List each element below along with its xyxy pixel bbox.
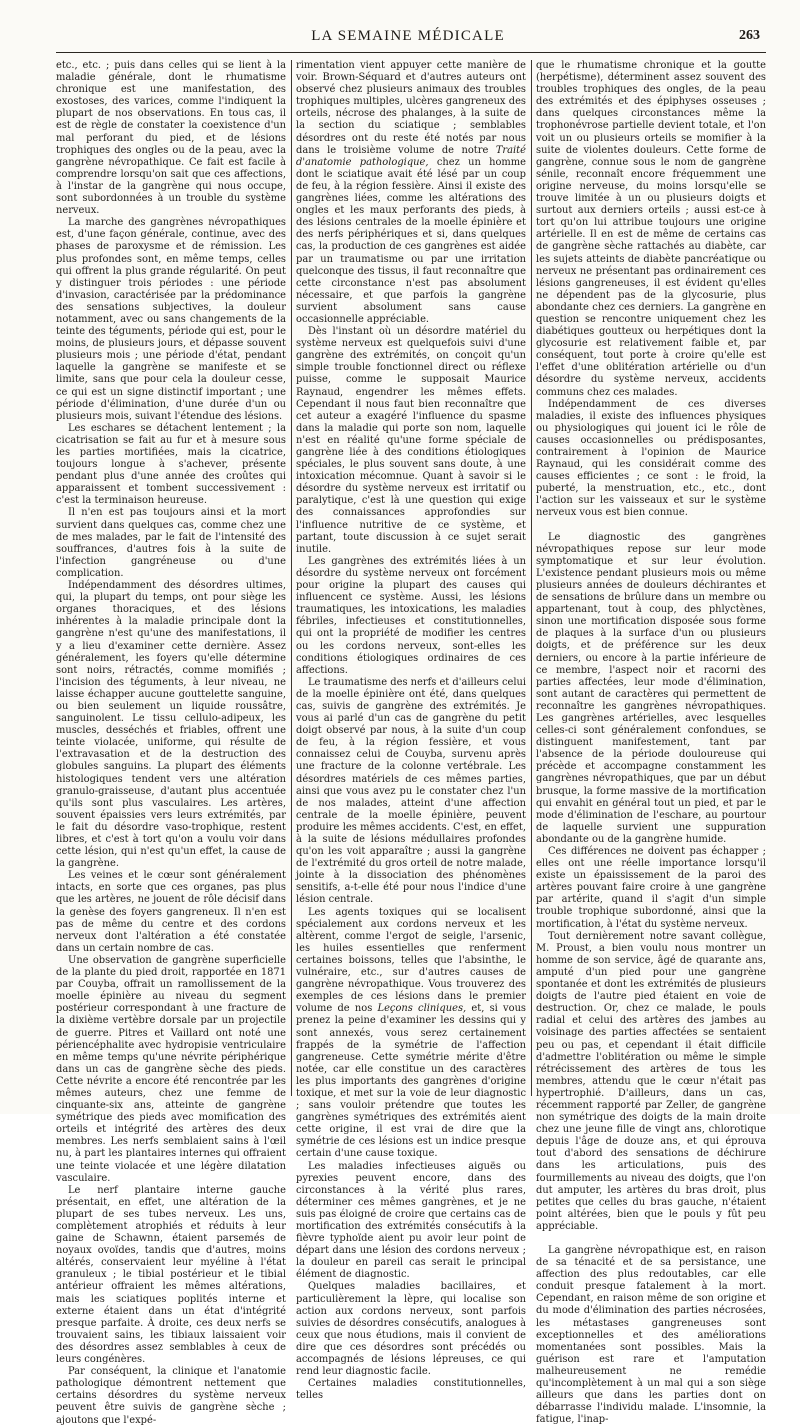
running-head	[56, 28, 760, 54]
paragraph: Ces différences ne doivent pas échapper ; elles ont une réelle importance lorsqu'il existe un épaississement de la paroi des artères pouvant faire croire à une gangrène par artérite, quand il s'agit d'un simple trouble trophique subordonné, ainsi que la mortification, à l'état du système nerveux.	[536, 846, 766, 930]
paragraph	[296, 60, 526, 326]
column-rule-right	[531, 60, 532, 1096]
paragraph: Certaines maladies constitutionnelles, telles	[296, 1378, 526, 1402]
paragraph: Dès l'instant où un désordre matériel du système nerveux est quelquefois suivi d'une gangrène des extrémités, on conçoit qu'un simple trouble fonctionnel direct ou réflexe puisse, comme le supposait Maurice Raynaud, engendrer les mêmes effets. Cependant il nous faut bien reconnaître que cet auteur a exagéré l'influence du spasme dans la maladie qui porte son nom, laquelle n'est en réalité qu'une forme spéciale de gangrène liée à des conditions étiologiques spéciales, le plus souvent sans doute, à une intoxication mécomnue. Quant à savoir si le désordre du système nerveux est irritatif ou paralytique, c'est là une question qui exige des connaissances approfondies sur l'influence nutritive de ce système, et partant, toute discussion à ce sujet serait inutile.	[296, 326, 526, 555]
paragraph: Quelques maladies bacillaires, et particulièrement la lèpre, qui localise son action aux cordons nerveux, sont parfois suivies de désordres consécutifs, analogues à ceux que nous étudions, mais il convient de dire que ces désordres sont précédés ou accompagnés de lésions lépreuses, ce qui rend leur diagnostic facile.	[296, 1281, 526, 1378]
book-title: Traité d'anatomie pathologique,	[296, 144, 526, 168]
paragraph: Les maladies infectieuses aiguës ou pyrexies peuvent encore, dans des circonstances à la vérité plus rares, déterminer ces mêmes gangrènes, et je ne suis pas éloigné de croire que certains cas de mortification des extrémités consécutifs à la fièvre typhoïde aient pu avoir leur point de départ dans une lésion des cordons nerveux ; la douleur en pareil cas serait le principal élément de diagnostic.	[296, 1160, 526, 1281]
paragraph-text: rimentation vient appuyer cette manière de voir. Brown-Séquard et d'autres auteurs ont observé chez plusieurs animaux des troubles trophiques multiples, ulcères gangreneux des orteils, nécrose des phalanges, à la suite de la section du sciatique ; semblables désordres ont du reste été notés par nous dans le troisième volume de notre	[296, 60, 526, 156]
paragraph: etc., etc. ; puis dans celles qui se lient à la maladie générale, dont le rhumatisme chronique est une manifestation, des exostoses, des varices, comme l'indiquent la plupart de nos observations. En tous cas, il est de règle de constater la coexistence d'un mal perforant du pied, et de lésions trophiques des ongles ou de la peau, avec la gangrène névropathique. Ce fait est facile à comprendre lorsqu'on sait que ces affections, à l'instar de la gangrène qui nous occupe, sont subordonnées à un trouble du système nerveux.	[56, 60, 286, 217]
paragraph: que le rhumatisme chronique et la goutte (herpétisme), déterminent assez souvent des troubles trophiques des ongles, de la peau des extrémités et des épiphyses osseuses ; dans quelques circonstances même la trophonévrose partielle devient totale, et l'on voit un ou plusieurs orteils se momifier à la suite de violentes douleurs. Cette forme de gangrène, connue sous le nom de gangrène sénile, reconnaît encore fréquemment une origine nerveuse, du moins lorsqu'elle se trouve limitée à un ou plusieurs doigts et surtout aux derniers orteils ; aussi est-ce à tort qu'on lui attribue toujours une origine artérielle. Il en est de même de certains cas de gangrène sèche rattachés au diabète, car les sujets atteints de diabète pancréatique ou nerveux ne présentant pas ordinairement ces lésions gangreneuses, il est évident qu'elles ne dépendent pas de la glycosurie, plus abondante chez ces derniers. La gangrène en question se rencontre uniquement chez les diabétiques goutteux ou herpétiques dont la glycosurie est relativement faible et, par conséquent, tout porte à croire qu'elle est l'effet d'une oblitération artérielle ou d'un désordre du système nerveux, accidents communs chez ces malades.	[536, 60, 766, 398]
paragraph	[296, 907, 526, 1161]
book-title: Leçons cliniques,	[377, 1003, 467, 1015]
paragraph: Le traumatisme des nerfs et d'ailleurs celui de la moelle épinière ont été, dans quelques cas, suivis de gangrène des extrémités. Je vous ai parlé d'un cas de gangrène du petit doigt observé par nous, à la suite d'un coup de feu, à la région fessière, et vous connaissez celui de Couyba, survenu après une fracture de la colonne vertébrale. Les désordres matériels de ces mêmes parties, ainsi que vous avez pu le constater chez l'un de nos malades, atteint d'une affection centrale de la moelle épinière, peuvent produire les mêmes accidents. C'est, en effet, à la suite de lésions médullaires profondes qu'on les voit apparaître ; aussi la gangrène de l'extrémité du gros orteil de notre malade, jointe à la dissociation des phénomènes sensitifs, a-t-elle été pour nous l'indice d'une lésion centrale.	[296, 676, 526, 906]
paragraph: La marche des gangrènes névropathiques est, d'une façon générale, continue, avec des phases de paroxysme et de rémission. Les plus profondes sont, en même temps, celles qui offrent la plus grande régularité. On peut y distinguer trois périodes : une période d'invasion, caractérisée par la prédominance des sensations subjectives, la douleur notamment, avec ou sans changements de la teinte des téguments, période qui est, pour le moins, de plusieurs jours, et dépasse souvent plusieurs mois ; une période d'état, pendant laquelle la gangrène se manifeste et se limite, sans que pour cela la douleur cesse, ce qui est un signe distinctif important ; une période d'élimination, d'une durée d'un ou plusieurs mois, suivant l'étendue des lésions.	[56, 217, 286, 422]
paragraph: Tout dernièrement notre savant collègue, M. Proust, a bien voulu nous montrer un homme de son service, âgé de quarante ans, amputé d'un pied pour une gangrène spontanée et dont les extrémités de plusieurs doigts de l'autre pied étaient en voie de destruction. Or, chez ce malade, le pouls radial et celui des artères des jambes au voisinage des parties affectées se sentaient peu ou pas, et cependant il était difficile d'admettre l'oblitération ou même le simple rétrécissement des artères de tous les membres, attendu que le cœur n'était pas hypertrophié. D'ailleurs, dans un cas, récemment rapporté par Zeller, de gangrène non symétrique des doigts de la main droite chez une jeune fille de vingt ans, chlorotique depuis l'âge de douze ans, et qui éprouva tout d'abord des sensations de déchirure dans les articulations, puis des fourmillements au niveau des doigts, que l'on dut amputer, les artères du bras droit, plus petites que celles du bras gauche, n'étaient point altérées, bien que le pouls y fût peu appréciable.	[536, 930, 766, 1232]
paragraph: La gangrène névropathique est, en raison de sa ténacité et de sa persistance, une affection des plus redoutables, car elle conduit presque fatalement à la mort. Cependant, en raison même de son origine et du mode d'élimination des parties nécrosées, les métastases gangreneuses sont exceptionnelles et des améliorations momentanées sont possibles. Mais la guérison est rare et l'amputation malheureusement ne remédie qu'incomplètement à un mal qui a son siège ailleurs que dans les parties dont on débarrasse l'individu malade. L'insomnie, la fatigue, l'inap-	[536, 1245, 766, 1426]
column-rule-left	[291, 60, 292, 1096]
paragraph-text: et, si vous prenez la peine d'examiner les dessins qui y sont annexés, vous serez certainement frappés de la symétrie de l'affection gangreneuse. Cette symétrie mérite d'être notée, car elle constitue un des caractères les plus importants des gangrènes d'origine toxique, et met sur la voie de leur diagnostic ; sans vouloir prétendre que toutes les gangrènes symétriques des extrémités aient cette origine, il est vrai de dire que la symétrie de ces lésions est un indice presque certain d'une cause toxique.	[296, 1003, 527, 1160]
paragraph: Par conséquent, la clinique et l'anatomie pathologique démontrent nettement que certains désordres du système nerveux peuvent être suivis de gangrène sèche ; ajoutons que l'expé-	[56, 1366, 286, 1426]
paragraph: Le nerf plantaire interne gauche présentait, en effet, une altération de la plupart de ses tubes nerveux. Les uns, complètement atrophiés et réduits à leur gaine de Schawnn, étaient parsemés de noyaux ovoïdes, tandis que d'autres, moins altérés, conservaient leur myéline à l'état granuleux ; le tibial postérieur et le tibial antérieur offraient les mêmes altérations, mais les sciatiques poplités interne et externe étaient dans un état d'intégrité presque parfaite. À droite, ces deux nerfs se trouvaient sains, les tibiaux laissaient voir des désordres assez semblables à ceux de leurs congénères.	[56, 1184, 286, 1366]
paragraph: Indépendamment de ces diverses maladies, il existe des influences physiques ou physiologiques qui jouent ici le rôle de causes occasionnelles ou prédisposantes, contrairement à l'opinion de Maurice Raynaud, qui les considérait comme des causes efficientes ; ce sont : le froid, la puberté, la menstruation, etc., etc., dont l'action sur les vaisseaux et sur le système nerveux vous est bien connue.	[536, 398, 766, 519]
paragraph: Les gangrènes des extrémités liées à un désordre du système nerveux ont forcément pour origine la plupart des causes qui influencent ce système. Aussi, les lésions traumatiques, les intoxications, les maladies fébriles, infectieuses et constitutionnelles, qui ont la propriété de modifier les centres ou les cordons nerveux, sont-elles les conditions étiologiques ordinaires de ces affections.	[296, 555, 526, 676]
text-columns	[56, 52, 766, 1426]
paragraph-text: chez un homme dont le sciatique avait été lésé par un coup de feu, à la région fessière. Ainsi il existe des gangrènes liées, comme les altérations des ongles et les maux perforants des pieds, à des lésions centrales de la moelle épinière et des nerfs périphériques et si, dans quelques cas, la production de ces gangrènes est aidée par un traumatisme ou par une irritation quelconque des tissus, il faut reconnaître que cette circonstance n'est pas absolument nécessaire, et que parfois la gangrène survient absolument sans cause occasionnelle appréciable.	[296, 156, 526, 325]
paragraph: Les veines et le cœur sont généralement intacts, en sorte que ces organes, pas plus que les artères, ne jouent de rôle décisif dans la genèse des foyers gangreneux. Il n'en est pas de même du centre et des cordons nerveux dont l'altération a été constatée dans un certain nombre de cas.	[56, 870, 286, 954]
paragraph: Indépendamment des désordres ultimes, qui, la plupart du temps, ont pour siège les organes thoraciques, et des lésions inhérentes à la maladie principale dont la gangrène n'est qu'une des manifestations, il y a lieu d'examiner cette dernière. Assez généralement, les foyers qu'elle détermine sont noirs, rétractés, comme momifiés ; l'incision des téguments, à leur niveau, ne laisse échapper aucune gouttelette sanguine, ou bien seulement un liquide roussâtre, sanguinolent. Le tissu cellulo-adipeux, les muscles, desséchés et friables, offrent une teinte violacée, uniforme, qui résulte de l'extravasation et de la destruction des globules sanguins. La plupart des éléments histologiques tendent vers une altération granulo-graisseuse, d'autant plus accentuée qu'ils sont plus vasculaires. Les artères, souvent épaissies vers leurs extrémités, par le fait du désordre vaso-trophique, restent libres, et c'est à tort qu'on a voulu voir dans cette lésion, qui n'est qu'un effet, la cause de la gangrène.	[56, 580, 286, 870]
middle-column	[296, 60, 527, 1402]
left-column	[56, 60, 286, 1426]
paragraph: Il n'en est pas toujours ainsi et la mort survient dans quelques cas, comme chez une de mes malades, par le fait de l'intensité des souffrances, d'autres fois à la suite de l'infection gangréneuse ou d'une complication.	[56, 507, 286, 579]
right-column	[536, 60, 766, 1426]
journal-title: LA SEMAINE MÉDICALE	[311, 28, 505, 44]
paragraph-text: Les agents toxiques qui se localisent spécialement aux cordons nerveux et les altèrent, comme l'ergot de seigle, l'arsenic, les huiles essentielles que renferment certaines boissons, telles que l'absinthe, le vulnéraire, etc., sur d'autres causes de gangrène névropathique. Vous trouverez des exemples de ces lésions dans le premier volume de nos	[296, 906, 526, 1015]
page-number: 263	[739, 28, 760, 43]
paragraph: Une observation de gangrène superficielle de la plante du pied droit, rapportée en 1871 par Couyba, offrait un ramollissement de la moelle épinière au niveau du segment postérieur correspondant à une fracture de la dixième vertèbre dorsale par un projectile de guerre. Pitres et Vaillard ont noté une périencéphalite avec hydropisie ventriculaire en même temps qu'une névrite périphérique dans un cas de gangrène sèche des pieds. Cette névrite a encore été rencontrée par les mêmes auteurs, chez une femme de cinquante-six ans, atteinte de gangrène symétrique des pieds avec momification des orteils et intégrité des artères des deux membres. Les nerfs semblaient sains à l'œil nu, à part les plantaires internes qui offraient une teinte violacée et une légère dilatation vasculaire.	[56, 954, 286, 1184]
paragraph: Le diagnostic des gangrènes névropathiques repose sur leur mode symptomatique et sur leur évolution. L'existence pendant plusieurs mois ou même plusieurs années de douleurs déchirantes et de sensations de brûlure dans un membre ou appartenant, tout à coup, des phlyctènes, sinon une mortification disposée sous forme de plaques à la surface d'un ou plusieurs doigts, et de préférence sur les deux derniers, ou encore à la partie inférieure de ce membre, l'aspect noir et racorni des parties affectées, leur mode d'élimination, sont autant de caractères qui permettent de reconnaître les gangrènes névropathiques. Les gangrènes artérielles, avec lesquelles celles-ci sont généralement confondues, se distinguent manifestement, tant par l'absence de la période douloureuse qui précède et accompagne constamment les gangrènes névropathiques, que par un début brusque, la forme massive de la mortification qui envahit en général tout un pied, et par le mode d'élimination de l'eschare, au pourtour de laquelle survient une suppuration abondante ou de la gangrène humide.	[536, 531, 766, 845]
paragraph: Les eschares se détachent lentement ; la cicatrisation se fait au fur et à mesure sous les parties mortifiées, mais la cicatrice, toujours longue à s'achever, présente pendant plus d'une année des croûtes qui apparaissent et tombent successivement : c'est la terminaison heureuse.	[56, 422, 286, 507]
